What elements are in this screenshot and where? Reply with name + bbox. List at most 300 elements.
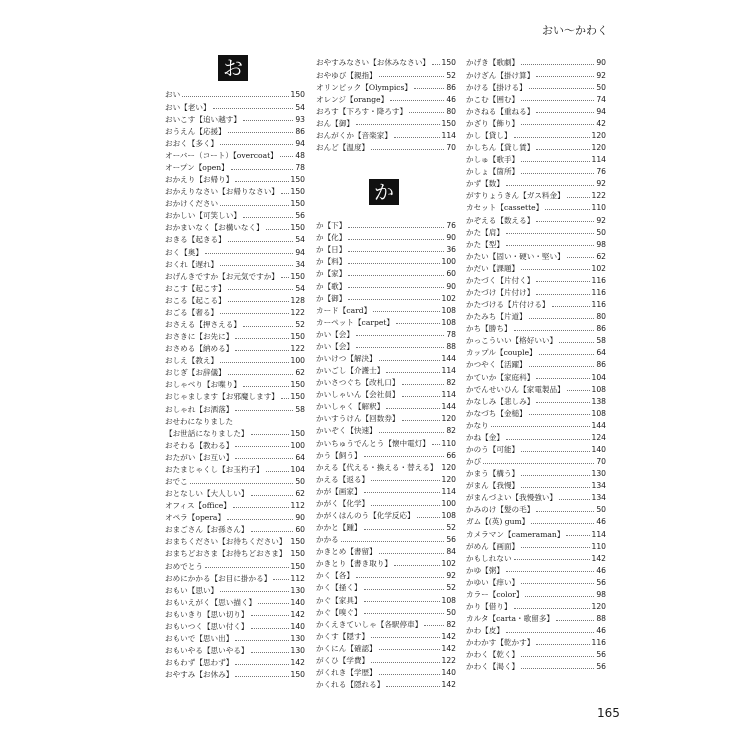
leader-dots bbox=[251, 615, 289, 616]
leader-dots bbox=[402, 384, 445, 385]
index-entry bbox=[316, 665, 456, 677]
index-page-ref: 110 bbox=[591, 541, 606, 551]
index-page-ref: 144 bbox=[441, 402, 456, 412]
leader-dots bbox=[521, 487, 589, 488]
index-term: おもいやる【思いやる】 bbox=[165, 646, 249, 656]
index-entry bbox=[466, 550, 606, 562]
leader-dots bbox=[348, 287, 444, 288]
leader-dots bbox=[409, 112, 444, 113]
index-entry bbox=[165, 111, 305, 123]
index-page-ref: 130 bbox=[290, 646, 305, 656]
index-entry bbox=[466, 369, 606, 381]
index-entry bbox=[316, 314, 456, 326]
index-term: かい【会】 bbox=[316, 341, 354, 351]
index-entry bbox=[466, 236, 606, 248]
index-term: おせわになりました bbox=[165, 416, 234, 426]
leader-dots bbox=[243, 386, 289, 387]
leader-dots bbox=[402, 396, 440, 397]
index-entry bbox=[466, 442, 606, 454]
index-term: おじゃまします【お邪魔します】 bbox=[165, 392, 279, 402]
index-term: か【日】 bbox=[316, 245, 347, 255]
index-term: おかえりなさい【お帰りなさい】 bbox=[165, 187, 279, 197]
index-entry bbox=[165, 256, 305, 268]
index-page-ref: 150 bbox=[441, 118, 456, 128]
index-entry bbox=[316, 218, 456, 230]
index-page-ref: 84 bbox=[446, 547, 456, 557]
index-term: か【家】 bbox=[316, 269, 347, 279]
index-page-ref: 108 bbox=[591, 408, 606, 418]
index-page-ref: 150 bbox=[290, 90, 305, 100]
index-entry bbox=[165, 534, 305, 546]
index-entry bbox=[466, 381, 606, 393]
index-term: かきとり【書き取り】 bbox=[316, 559, 392, 569]
index-term: おさえる【押さえる】 bbox=[165, 319, 241, 329]
leader-dots bbox=[364, 613, 445, 614]
leader-dots bbox=[251, 652, 289, 653]
leader-dots bbox=[348, 227, 444, 228]
leader-dots bbox=[227, 519, 293, 520]
index-page-ref: 120 bbox=[441, 462, 456, 472]
leader-dots bbox=[514, 559, 590, 560]
leader-dots bbox=[536, 149, 589, 150]
index-page-ref: 150 bbox=[290, 392, 305, 402]
leader-dots bbox=[356, 124, 440, 125]
index-entry bbox=[165, 208, 305, 220]
index-term: かく【各】 bbox=[316, 571, 354, 581]
index-term: か【化】 bbox=[316, 233, 347, 243]
index-term: かぞえる【数える】 bbox=[466, 215, 535, 225]
index-page-ref: 104 bbox=[290, 464, 305, 474]
leader-dots bbox=[235, 676, 288, 677]
index-page-ref: 150 bbox=[441, 58, 456, 68]
index-page-ref: 90 bbox=[446, 281, 456, 291]
index-page-ref: 122 bbox=[290, 307, 305, 317]
index-term: おそわる【教わる】 bbox=[165, 440, 234, 450]
index-entry bbox=[316, 363, 456, 375]
leader-dots bbox=[341, 541, 445, 542]
leader-dots bbox=[251, 531, 294, 532]
index-term: かくえきていしゃ【各駅停車】 bbox=[316, 619, 423, 629]
index-entry bbox=[466, 538, 606, 550]
index-page-ref: 50 bbox=[446, 607, 456, 617]
index-term: かた【型】 bbox=[466, 239, 504, 249]
leader-dots bbox=[514, 608, 590, 609]
index-entry bbox=[316, 532, 456, 544]
index-page-ref: 86 bbox=[446, 82, 456, 92]
index-term: おいこす【追い越す】 bbox=[165, 114, 241, 124]
index-page-ref: 128 bbox=[290, 295, 305, 305]
index-entry bbox=[316, 91, 456, 103]
leader-dots bbox=[364, 456, 445, 457]
index-page-ref: 114 bbox=[591, 155, 606, 165]
index-entry bbox=[165, 184, 305, 196]
index-term: かもしれない bbox=[466, 553, 512, 563]
index-page-ref: 34 bbox=[295, 259, 305, 269]
leader-dots bbox=[231, 169, 294, 170]
leader-dots bbox=[220, 362, 288, 363]
index-term: かわく【乾く】 bbox=[466, 650, 520, 660]
index-page-ref: 150 bbox=[290, 380, 305, 390]
index-page-ref: 52 bbox=[446, 70, 456, 80]
index-term: かぐ【嗅ぐ】 bbox=[316, 607, 362, 617]
index-page-ref: 114 bbox=[441, 130, 456, 140]
index-entry bbox=[165, 232, 305, 244]
index-page-ref: 76 bbox=[596, 167, 606, 177]
leader-dots bbox=[559, 342, 594, 343]
leader-dots bbox=[432, 64, 440, 65]
index-page-ref: 98 bbox=[596, 589, 606, 599]
index-term: かぐ【家具】 bbox=[316, 595, 362, 605]
index-term: おたがい【お互い】 bbox=[165, 452, 234, 462]
index-page-ref: 138 bbox=[591, 396, 606, 406]
index-term: かたづけ【片付け】 bbox=[466, 287, 535, 297]
leader-dots bbox=[432, 444, 440, 445]
index-entry bbox=[316, 387, 456, 399]
index-page-ref: 142 bbox=[441, 643, 456, 653]
leader-dots bbox=[417, 517, 440, 518]
index-page-ref: 116 bbox=[591, 275, 606, 285]
index-entry bbox=[165, 655, 305, 667]
index-term: かだい【課題】 bbox=[466, 263, 520, 273]
index-term: おおく【多く】 bbox=[165, 138, 219, 148]
index-term: おもいつく【思い付く】 bbox=[165, 621, 249, 631]
index-entry bbox=[466, 454, 606, 466]
index-term: おやすみ【お休み】 bbox=[165, 670, 234, 680]
index-entry bbox=[316, 290, 456, 302]
index-page-ref: 92 bbox=[596, 179, 606, 189]
index-entry bbox=[165, 147, 305, 159]
index-entry bbox=[165, 377, 305, 389]
index-entry bbox=[165, 558, 305, 570]
index-term: おごる【奢る】 bbox=[165, 307, 219, 317]
index-term: かなしみ【悲しみ】 bbox=[466, 396, 535, 406]
index-page-ref: 54 bbox=[295, 235, 305, 245]
index-page-ref: 90 bbox=[446, 233, 456, 243]
index-entry bbox=[466, 611, 606, 623]
index-term: かかと【踵】 bbox=[316, 523, 362, 533]
index-term: かがくはんのう【化学反応】 bbox=[316, 510, 415, 520]
index-entry bbox=[165, 582, 305, 594]
index-column-1 bbox=[165, 87, 305, 679]
index-entry bbox=[165, 292, 305, 304]
index-entry bbox=[466, 91, 606, 103]
leader-dots bbox=[531, 523, 594, 524]
index-entry bbox=[316, 423, 456, 435]
index-entry bbox=[316, 435, 456, 447]
leader-dots bbox=[220, 313, 288, 314]
leader-dots bbox=[235, 446, 288, 447]
index-term: 【お世話になりました】 bbox=[165, 428, 249, 438]
leader-dots bbox=[483, 463, 594, 464]
leader-dots bbox=[506, 185, 594, 186]
index-entry bbox=[165, 280, 305, 292]
index-entry bbox=[316, 55, 456, 67]
index-term: かっこういい【格好いい】 bbox=[466, 336, 558, 346]
index-page-ref: 98 bbox=[596, 239, 606, 249]
leader-dots bbox=[371, 662, 439, 663]
index-page-ref: 88 bbox=[446, 341, 456, 351]
index-term: おく【奥】 bbox=[165, 247, 203, 257]
index-term: かたづける【片付ける】 bbox=[466, 300, 550, 310]
index-page-ref: 108 bbox=[441, 305, 456, 315]
leader-dots bbox=[529, 88, 595, 89]
index-term: かね【金】 bbox=[466, 432, 504, 442]
index-page-ref: 50 bbox=[596, 505, 606, 515]
index-entry bbox=[466, 115, 606, 127]
index-term: おい【老い】 bbox=[165, 102, 211, 112]
index-entry bbox=[316, 616, 456, 628]
index-entry bbox=[165, 643, 305, 655]
index-entry bbox=[466, 224, 606, 236]
index-entry bbox=[466, 260, 606, 272]
index-page-ref: 112 bbox=[290, 501, 305, 511]
index-entry bbox=[165, 667, 305, 679]
index-page-ref: 120 bbox=[591, 143, 606, 153]
leader-dots bbox=[536, 281, 589, 282]
index-term: かなり bbox=[466, 420, 489, 430]
index-term: かこむ【囲む】 bbox=[466, 94, 520, 104]
index-page-ref: 82 bbox=[446, 426, 456, 436]
leader-dots bbox=[182, 96, 288, 97]
index-term: かいさつぐち【改札口】 bbox=[316, 378, 400, 388]
index-page-ref: 62 bbox=[295, 368, 305, 378]
section-heading-ka: か bbox=[369, 179, 399, 205]
leader-dots bbox=[228, 301, 289, 302]
index-page-ref: 116 bbox=[591, 287, 606, 297]
index-entry bbox=[316, 115, 456, 127]
index-entry bbox=[466, 297, 606, 309]
index-entry bbox=[165, 123, 305, 135]
index-term: おきる【起きる】 bbox=[165, 235, 226, 245]
leader-dots bbox=[220, 205, 288, 206]
index-page-ref: 36 bbox=[446, 245, 456, 255]
index-entry bbox=[165, 329, 305, 341]
index-entry bbox=[165, 498, 305, 510]
index-entry bbox=[466, 321, 606, 333]
index-entry bbox=[165, 268, 305, 280]
index-entry bbox=[316, 520, 456, 532]
index-term: オペラ【opera】 bbox=[165, 513, 226, 523]
index-entry bbox=[316, 544, 456, 556]
leader-dots bbox=[514, 137, 590, 138]
leader-dots bbox=[220, 265, 293, 266]
index-term: かいごし【介護士】 bbox=[316, 366, 385, 376]
leader-dots bbox=[348, 263, 439, 264]
index-term: かた【肩】 bbox=[466, 227, 504, 237]
index-term: か【歌】 bbox=[316, 281, 347, 291]
index-term: かいしゃいん【会社員】 bbox=[316, 390, 400, 400]
index-page-ref: 102 bbox=[591, 263, 606, 273]
index-term: かち【勝ち】 bbox=[466, 324, 512, 334]
index-entry bbox=[165, 594, 305, 606]
index-page-ref: 54 bbox=[295, 102, 305, 112]
leader-dots bbox=[424, 625, 444, 626]
index-page-ref: 116 bbox=[591, 300, 606, 310]
index-term: がまん【我慢】 bbox=[466, 481, 520, 491]
index-column-2 bbox=[316, 55, 456, 689]
leader-dots bbox=[379, 649, 440, 650]
leader-dots bbox=[235, 458, 293, 459]
index-term: かける【掛ける】 bbox=[466, 82, 527, 92]
leader-dots bbox=[266, 471, 289, 472]
index-term: おさめる【納める】 bbox=[165, 344, 234, 354]
section-gap bbox=[316, 152, 456, 218]
index-entry bbox=[316, 266, 456, 278]
leader-dots bbox=[514, 330, 595, 331]
leader-dots bbox=[386, 372, 439, 373]
index-page-ref: 50 bbox=[596, 227, 606, 237]
index-page-ref: 150 bbox=[290, 271, 305, 281]
leader-dots bbox=[521, 451, 589, 452]
leader-dots bbox=[506, 245, 594, 246]
index-page-ref: 130 bbox=[290, 634, 305, 643]
index-entry bbox=[316, 67, 456, 79]
leader-dots bbox=[545, 209, 589, 210]
index-page-ref: 150 bbox=[290, 332, 305, 342]
leader-dots bbox=[266, 229, 289, 230]
index-term: かいちゅうでんとう【懐中電灯】 bbox=[316, 438, 430, 448]
leader-dots bbox=[228, 241, 294, 242]
leader-dots bbox=[348, 299, 439, 300]
index-entry bbox=[316, 79, 456, 91]
leader-dots bbox=[235, 640, 288, 641]
index-page-ref: 86 bbox=[596, 324, 606, 334]
leader-dots bbox=[521, 547, 589, 548]
index-entry bbox=[466, 393, 606, 405]
index-entry bbox=[316, 242, 456, 254]
index-entry bbox=[165, 570, 305, 582]
leader-dots bbox=[539, 354, 595, 355]
index-entry bbox=[466, 333, 606, 345]
index-term: かゆ【粥】 bbox=[466, 565, 504, 575]
leader-dots bbox=[536, 294, 589, 295]
index-term: おげんきですか【お元気ですか】 bbox=[165, 271, 279, 281]
index-term: かていか【家庭科】 bbox=[466, 372, 535, 382]
index-term: かわく【渇く】 bbox=[466, 662, 520, 672]
index-entry bbox=[165, 618, 305, 630]
leader-dots bbox=[364, 529, 445, 530]
index-term: がめん【画面】 bbox=[466, 541, 520, 551]
index-entry bbox=[165, 413, 305, 425]
index-page-ref: 80 bbox=[446, 106, 456, 116]
index-term: おもい【思い】 bbox=[165, 585, 219, 595]
index-page-ref: 114 bbox=[591, 529, 606, 539]
leader-dots bbox=[536, 76, 594, 77]
index-entry bbox=[466, 478, 606, 490]
index-term: おかえり【お帰り】 bbox=[165, 175, 234, 185]
index-term: かくれる【隠れる】 bbox=[316, 680, 385, 690]
index-entry bbox=[466, 140, 606, 152]
index-term: かくす【隠す】 bbox=[316, 631, 370, 641]
index-term: かが【画家】 bbox=[316, 486, 362, 496]
index-entry bbox=[466, 176, 606, 188]
index-entry bbox=[466, 526, 606, 538]
index-entry bbox=[466, 429, 606, 441]
index-page-ref: 42 bbox=[596, 118, 606, 128]
index-term: かしちん【貸し賃】 bbox=[466, 143, 535, 153]
index-entry bbox=[316, 677, 456, 689]
index-page-ref: 122 bbox=[441, 655, 456, 665]
index-term: おさきに【お先に】 bbox=[165, 332, 234, 342]
index-page-ref: 120 bbox=[441, 414, 456, 424]
index-term: おもいえがく【思い描く】 bbox=[165, 597, 257, 607]
index-entry bbox=[466, 309, 606, 321]
index-entry bbox=[316, 640, 456, 652]
index-page-ref: 56 bbox=[446, 535, 456, 545]
index-term: おかしい【可笑しい】 bbox=[165, 211, 241, 221]
index-page-ref: 56 bbox=[596, 662, 606, 672]
index-term: おじぎ【お辞儀】 bbox=[165, 368, 226, 378]
leader-dots bbox=[235, 338, 288, 339]
leader-dots bbox=[364, 601, 440, 602]
index-page-ref: 120 bbox=[591, 130, 606, 140]
leader-dots bbox=[356, 335, 444, 336]
section-heading-o: お bbox=[218, 55, 248, 81]
leader-dots bbox=[220, 144, 293, 145]
index-page-ref: 56 bbox=[596, 577, 606, 587]
index-page-ref: 60 bbox=[295, 525, 305, 535]
index-page-ref: 64 bbox=[295, 452, 305, 462]
leader-dots bbox=[386, 408, 439, 409]
index-page-ref: 94 bbox=[295, 138, 305, 148]
index-entry bbox=[466, 417, 606, 429]
leader-dots bbox=[235, 350, 288, 351]
index-entry bbox=[165, 546, 305, 558]
index-entry bbox=[165, 437, 305, 449]
index-page-ref: 46 bbox=[446, 94, 456, 104]
index-page-ref: 74 bbox=[596, 94, 606, 104]
leader-dots bbox=[521, 124, 594, 125]
leader-dots bbox=[379, 76, 445, 77]
index-term: カメラマン【cameraman】 bbox=[466, 529, 565, 539]
index-term: がまんづよい【我慢強い】 bbox=[466, 493, 557, 503]
index-entry bbox=[466, 514, 606, 526]
index-entry bbox=[316, 103, 456, 115]
index-page-ref: 108 bbox=[441, 510, 456, 520]
leader-dots bbox=[506, 571, 594, 572]
index-entry bbox=[316, 483, 456, 495]
index-entry bbox=[165, 401, 305, 413]
leader-dots bbox=[371, 637, 439, 638]
index-page-ref: 130 bbox=[591, 469, 606, 479]
index-term: おん【御】 bbox=[316, 118, 354, 128]
index-entry bbox=[316, 652, 456, 664]
index-page-ref: 100 bbox=[441, 257, 456, 267]
index-page-ref: 52 bbox=[295, 319, 305, 329]
leader-dots bbox=[356, 577, 444, 578]
index-entry bbox=[165, 389, 305, 401]
index-term: かがく【化学】 bbox=[316, 498, 370, 508]
index-entry bbox=[316, 592, 456, 604]
index-term: おしゃれ【お洒落】 bbox=[165, 404, 234, 414]
index-term: カセット【cassette】 bbox=[466, 203, 544, 213]
index-term: おんがくか【音楽家】 bbox=[316, 130, 392, 140]
index-page-ref: 150 bbox=[290, 199, 305, 209]
index-page-ref: 150 bbox=[290, 670, 305, 680]
leader-dots bbox=[566, 535, 589, 536]
leader-dots bbox=[235, 410, 293, 411]
index-entry bbox=[316, 568, 456, 580]
index-page-ref: 60 bbox=[446, 269, 456, 279]
index-term: かなづち【金槌】 bbox=[466, 408, 527, 418]
index-entry bbox=[165, 486, 305, 498]
leader-dots bbox=[536, 112, 594, 113]
index-term: カルタ【carta・歌留多】 bbox=[466, 614, 555, 624]
index-entry bbox=[466, 502, 606, 514]
leader-dots bbox=[281, 398, 289, 399]
index-entry bbox=[165, 135, 305, 147]
index-page-ref: 134 bbox=[591, 481, 606, 491]
